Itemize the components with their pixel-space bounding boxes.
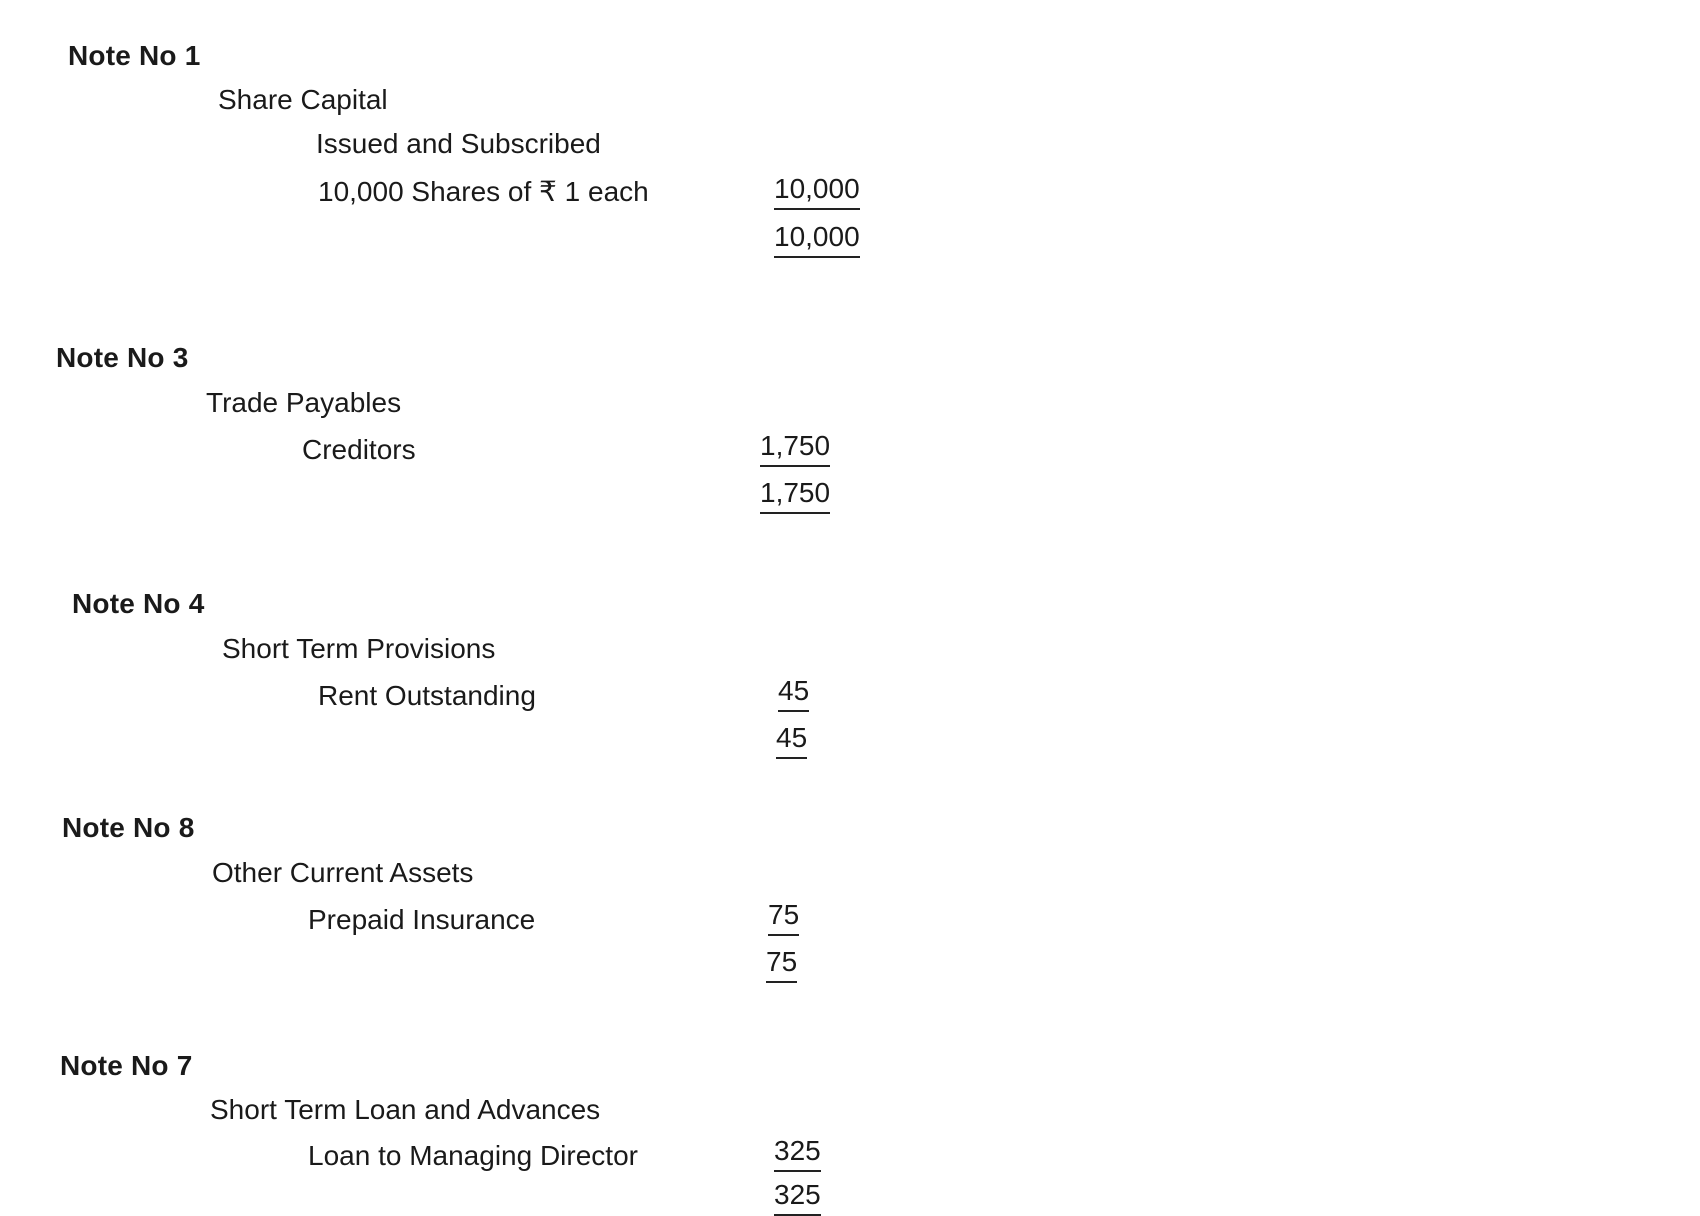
note-7-section-title: Short Term Loan and Advances (210, 1094, 601, 1125)
note-7-amount: 325 (774, 1134, 821, 1172)
note-1-section-title: Share Capital (218, 84, 388, 115)
note-8-heading: Note No 8 (62, 812, 195, 843)
note-3-section-title: Trade Payables (206, 387, 402, 418)
note-4-total: 45 (776, 721, 807, 759)
note-3-line-label: Creditors (302, 434, 416, 465)
note-4-heading: Note No 4 (72, 588, 205, 619)
note-3-heading: Note No 3 (56, 342, 189, 373)
note-7-heading: Note No 7 (60, 1050, 193, 1081)
note-4-amount: 45 (778, 674, 809, 712)
note-3-amount: 1,750 (760, 429, 830, 467)
note-3-total: 1,750 (760, 476, 830, 514)
note-1-line-label: 10,000 Shares of ₹ 1 each (318, 176, 649, 207)
note-1-total: 10,000 (774, 220, 860, 258)
note-4-section-title: Short Term Provisions (222, 633, 496, 664)
note-1-heading: Note No 1 (68, 40, 201, 71)
note-1-amount: 10,000 (774, 172, 860, 210)
note-4-line-label: Rent Outstanding (318, 680, 536, 711)
note-7-line-label: Loan to Managing Director (308, 1140, 638, 1171)
note-8-line-label: Prepaid Insurance (308, 904, 536, 935)
note-8-total: 75 (766, 945, 797, 983)
note-1-line-label: Issued and Subscribed (316, 128, 601, 159)
note-8-section-title: Other Current Assets (212, 857, 474, 888)
note-8-amount: 75 (768, 898, 799, 936)
note-7-total: 325 (774, 1178, 821, 1216)
